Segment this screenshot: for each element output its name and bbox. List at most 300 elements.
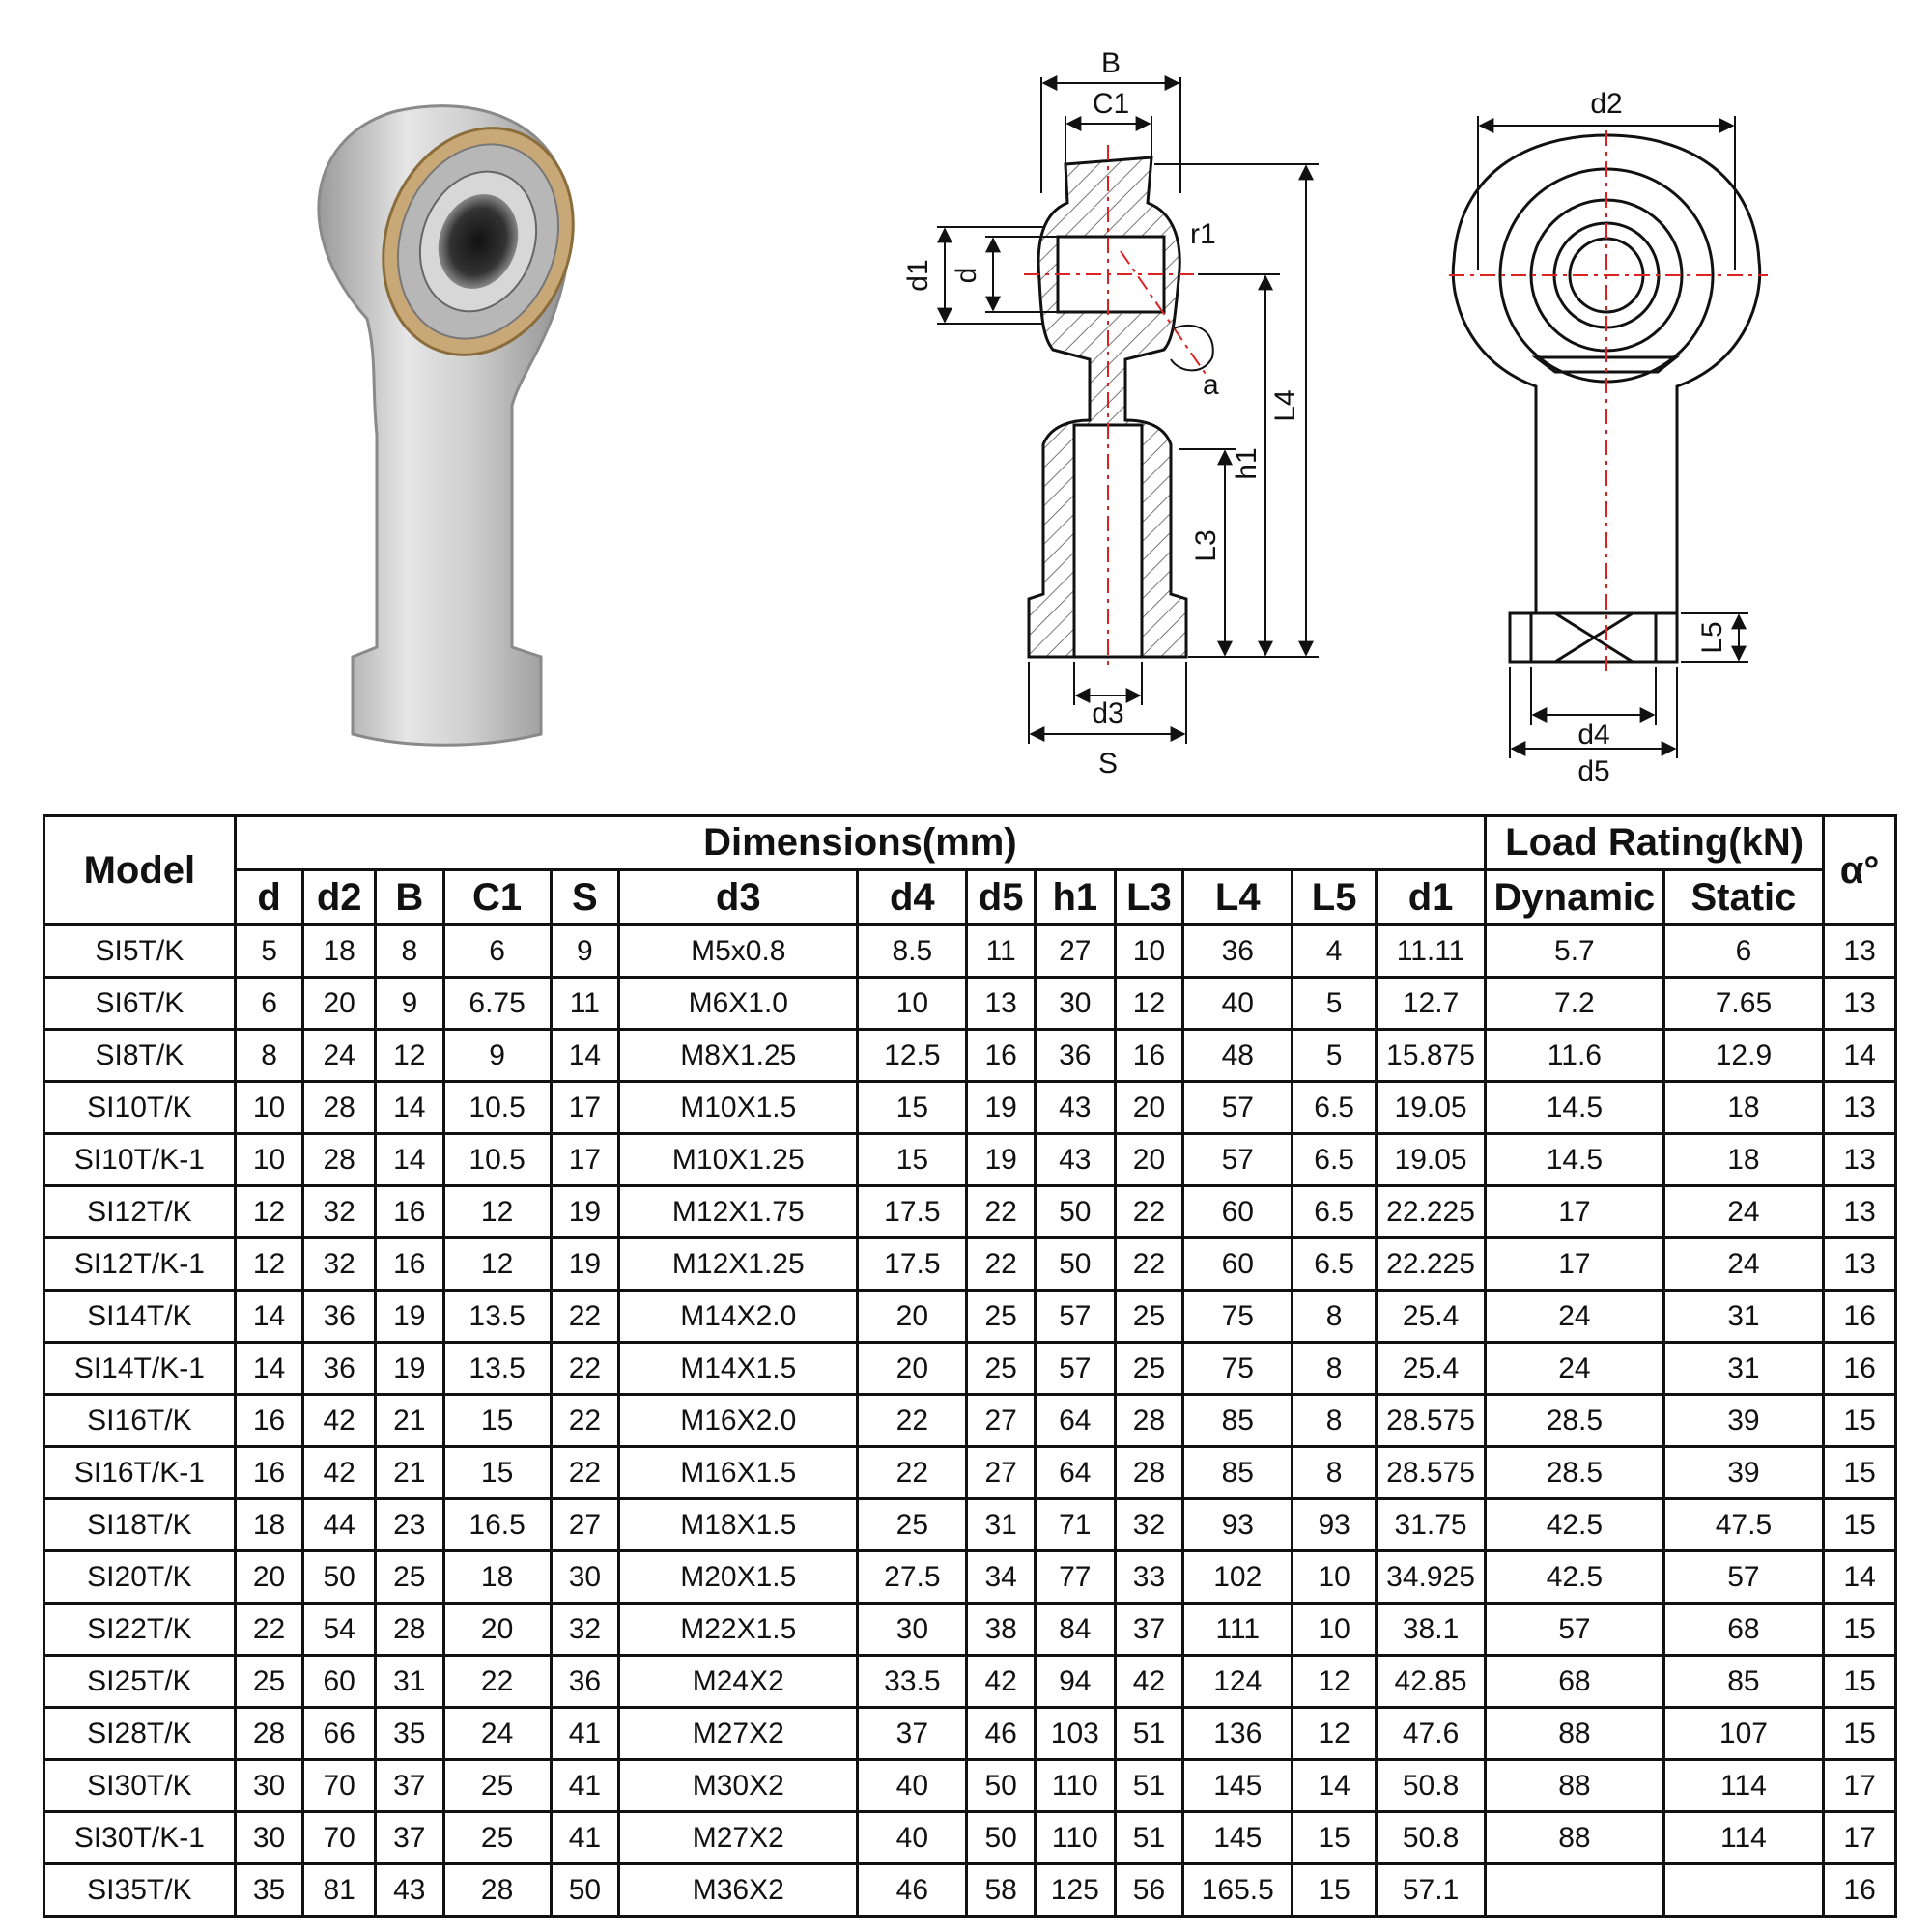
table-cell: 84 — [1035, 1604, 1115, 1656]
table-cell: 27.5 — [858, 1551, 967, 1604]
table-cell: 18 — [443, 1551, 551, 1604]
column-header: d3 — [619, 870, 858, 925]
table-cell: 36 — [303, 1291, 376, 1343]
table-cell: 15 — [1824, 1656, 1896, 1708]
table-cell: 13 — [1824, 1082, 1896, 1134]
label-L3: L3 — [1190, 529, 1222, 562]
table-cell: 24 — [1486, 1291, 1664, 1343]
column-header: d5 — [967, 870, 1036, 925]
product-figure — [0, 0, 1932, 811]
table-cell: 8 — [376, 925, 444, 978]
table-cell: 114 — [1663, 1760, 1823, 1812]
table-cell: 44 — [303, 1499, 376, 1551]
model-cell: SI35T/K — [44, 1864, 236, 1917]
table-cell: 14 — [235, 1343, 303, 1395]
table-cell: 50 — [1035, 1186, 1115, 1238]
table-cell: 13.5 — [443, 1343, 551, 1395]
table-cell: 20 — [235, 1551, 303, 1604]
table-cell: 28.5 — [1486, 1447, 1664, 1499]
table-cell: 50.8 — [1377, 1760, 1486, 1812]
column-header-row — [44, 870, 1896, 925]
table-cell: 17 — [1824, 1760, 1896, 1812]
table-cell: 25 — [443, 1812, 551, 1864]
table-cell: 13 — [1824, 1238, 1896, 1291]
table-cell: 7.65 — [1663, 978, 1823, 1030]
table-cell: 20 — [858, 1291, 967, 1343]
label-C1: C1 — [1092, 88, 1130, 120]
column-header: d4 — [858, 870, 967, 925]
table-cell: 31 — [967, 1499, 1036, 1551]
table-cell: 30 — [858, 1604, 967, 1656]
table-cell: 77 — [1035, 1551, 1115, 1604]
table-cell: 30 — [235, 1760, 303, 1812]
table-cell: 22 — [551, 1291, 619, 1343]
table-cell: 165.5 — [1183, 1864, 1293, 1917]
model-cell: SI16T/K — [44, 1395, 236, 1447]
table-row — [44, 978, 1896, 1030]
table-cell: 31 — [1663, 1343, 1823, 1395]
table-cell: 28 — [1115, 1395, 1183, 1447]
column-header: L3 — [1115, 870, 1183, 925]
table-cell: 30 — [235, 1812, 303, 1864]
table-cell: 12 — [443, 1238, 551, 1291]
table-cell: M27X2 — [619, 1812, 858, 1864]
table-cell: 85 — [1663, 1656, 1823, 1708]
table-cell: 42 — [1115, 1656, 1183, 1708]
table-cell: 25 — [858, 1499, 967, 1551]
table-cell: M10X1.5 — [619, 1082, 858, 1134]
table-cell: 15 — [443, 1395, 551, 1447]
table-cell: 22.225 — [1377, 1186, 1486, 1238]
table-cell: 14 — [1824, 1551, 1896, 1604]
table-cell: 14 — [551, 1030, 619, 1082]
table-cell: M27X2 — [619, 1708, 858, 1760]
table-cell: 19 — [376, 1343, 444, 1395]
table-cell: 17 — [1486, 1238, 1664, 1291]
table-cell: 111 — [1183, 1604, 1293, 1656]
table-cell: 22 — [967, 1238, 1036, 1291]
table-cell: 10 — [1115, 925, 1183, 978]
table-cell: M8X1.25 — [619, 1030, 858, 1082]
table-cell: 57 — [1035, 1291, 1115, 1343]
table-cell: 13.5 — [443, 1291, 551, 1343]
table-cell: 15 — [1293, 1864, 1377, 1917]
table-cell: 34 — [967, 1551, 1036, 1604]
table-cell: 17 — [551, 1082, 619, 1134]
table-cell: 33.5 — [858, 1656, 967, 1708]
table-cell: 21 — [376, 1395, 444, 1447]
model-cell: SI22T/K — [44, 1604, 236, 1656]
table-cell: 43 — [376, 1864, 444, 1917]
table-cell: 12.5 — [858, 1030, 967, 1082]
table-cell: 88 — [1486, 1760, 1664, 1812]
table-cell: 6.75 — [443, 978, 551, 1030]
table-cell: M36X2 — [619, 1864, 858, 1917]
table-cell: 20 — [1115, 1082, 1183, 1134]
table-cell: 6.5 — [1293, 1082, 1377, 1134]
table-cell: 15 — [858, 1082, 967, 1134]
column-header: h1 — [1035, 870, 1115, 925]
table-cell: M14X1.5 — [619, 1343, 858, 1395]
table-cell: 28 — [443, 1864, 551, 1917]
table-cell: 125 — [1035, 1864, 1115, 1917]
table-cell: 16 — [1115, 1030, 1183, 1082]
table-cell: 11.6 — [1486, 1030, 1664, 1082]
table-cell: 13 — [1824, 1134, 1896, 1186]
table-cell: M12X1.75 — [619, 1186, 858, 1238]
table-cell: 19 — [967, 1082, 1036, 1134]
table-cell: 28.5 — [1486, 1395, 1664, 1447]
table-cell: 12 — [235, 1238, 303, 1291]
table-cell: 50 — [551, 1864, 619, 1917]
label-d3: d3 — [1092, 697, 1124, 729]
table-cell: 31.75 — [1377, 1499, 1486, 1551]
table-cell: 17.5 — [858, 1238, 967, 1291]
table-cell: 27 — [1035, 925, 1115, 978]
table-cell: 16 — [1824, 1291, 1896, 1343]
table-cell: 25.4 — [1377, 1291, 1486, 1343]
table-cell: 25 — [235, 1656, 303, 1708]
table-cell: 14 — [1824, 1030, 1896, 1082]
table-cell: M30X2 — [619, 1760, 858, 1812]
table-cell: 22 — [858, 1395, 967, 1447]
table-cell: 36 — [1183, 925, 1293, 978]
table-row — [44, 1864, 1896, 1917]
table-cell: 16.5 — [443, 1499, 551, 1551]
label-a: a — [1203, 369, 1219, 401]
table-cell: 24 — [1486, 1343, 1664, 1395]
table-cell: 31 — [1663, 1291, 1823, 1343]
specification-table — [43, 814, 1897, 1918]
table-row — [44, 1343, 1896, 1395]
label-S: S — [1097, 748, 1119, 780]
table-cell: 37 — [376, 1760, 444, 1812]
table-cell: 20 — [858, 1343, 967, 1395]
table-cell: 23 — [376, 1499, 444, 1551]
table-cell: 10.5 — [443, 1134, 551, 1186]
table-cell: 12 — [235, 1186, 303, 1238]
table-cell: 41 — [551, 1708, 619, 1760]
table-cell: 57 — [1035, 1343, 1115, 1395]
table-cell: 56 — [1115, 1864, 1183, 1917]
table-cell: 70 — [303, 1760, 376, 1812]
model-cell: SI5T/K — [44, 925, 236, 978]
table-cell: 75 — [1183, 1343, 1293, 1395]
table-cell: 50 — [303, 1551, 376, 1604]
table-row — [44, 1395, 1896, 1447]
table-cell: 12.9 — [1663, 1030, 1823, 1082]
table-cell: 10 — [1293, 1551, 1377, 1604]
table-cell: 32 — [1115, 1499, 1183, 1551]
table-cell: 47.5 — [1663, 1499, 1823, 1551]
table-cell: 75 — [1183, 1291, 1293, 1343]
model-header: Model — [44, 816, 236, 925]
table-cell: 6 — [1663, 925, 1823, 978]
table-row — [44, 1551, 1896, 1604]
table-cell: 51 — [1115, 1760, 1183, 1812]
table-cell: 28 — [376, 1604, 444, 1656]
model-cell: SI10T/K-1 — [44, 1134, 236, 1186]
table-cell: 15 — [858, 1134, 967, 1186]
table-cell: 145 — [1183, 1760, 1293, 1812]
load-rating-header: Load Rating(kN) — [1486, 816, 1824, 870]
table-cell: 15 — [1293, 1812, 1377, 1864]
column-header: L4 — [1183, 870, 1293, 925]
table-cell: 14 — [1293, 1760, 1377, 1812]
table-cell: 36 — [303, 1343, 376, 1395]
table-cell: 51 — [1115, 1812, 1183, 1864]
label-d4: d4 — [1577, 719, 1610, 751]
table-cell: 36 — [1035, 1030, 1115, 1082]
model-cell: SI10T/K — [44, 1082, 236, 1134]
table-cell: 5 — [1293, 978, 1377, 1030]
table-cell: 20 — [443, 1604, 551, 1656]
table-cell: 22 — [551, 1343, 619, 1395]
table-cell: 10 — [235, 1082, 303, 1134]
table-cell: 50 — [967, 1812, 1036, 1864]
table-cell: 81 — [303, 1864, 376, 1917]
table-cell: 68 — [1663, 1604, 1823, 1656]
model-cell: SI20T/K — [44, 1551, 236, 1604]
table-cell: 46 — [858, 1864, 967, 1917]
table-cell: 10 — [858, 978, 967, 1030]
table-cell: 9 — [376, 978, 444, 1030]
table-cell: 34.925 — [1377, 1551, 1486, 1604]
table-cell: 31 — [376, 1656, 444, 1708]
label-d5: d5 — [1577, 755, 1610, 787]
table-cell: 54 — [303, 1604, 376, 1656]
table-cell: 64 — [1035, 1395, 1115, 1447]
table-cell: 33 — [1115, 1551, 1183, 1604]
table-row — [44, 1760, 1896, 1812]
table-cell: 40 — [858, 1760, 967, 1812]
table-cell: 35 — [376, 1708, 444, 1760]
table-cell: 48 — [1183, 1030, 1293, 1082]
table-cell: 22 — [1115, 1238, 1183, 1291]
table-cell: 39 — [1663, 1395, 1823, 1447]
column-header: Dynamic — [1486, 870, 1664, 925]
table-cell: 94 — [1035, 1656, 1115, 1708]
table-cell: 35 — [235, 1864, 303, 1917]
table-cell: M10X1.25 — [619, 1134, 858, 1186]
table-cell: 43 — [1035, 1134, 1115, 1186]
table-cell: 30 — [551, 1551, 619, 1604]
table-cell: 17 — [1486, 1186, 1664, 1238]
table-cell: 14 — [376, 1082, 444, 1134]
table-cell: 114 — [1663, 1812, 1823, 1864]
table-cell: 71 — [1035, 1499, 1115, 1551]
table-cell: 12 — [1293, 1708, 1377, 1760]
model-cell: SI14T/K-1 — [44, 1343, 236, 1395]
table-cell: 25 — [443, 1760, 551, 1812]
table-cell: 6.5 — [1293, 1186, 1377, 1238]
table-cell: 27 — [551, 1499, 619, 1551]
column-header: d — [235, 870, 303, 925]
table-cell: 22 — [235, 1604, 303, 1656]
table-cell: M18X1.5 — [619, 1499, 858, 1551]
table-cell: 57 — [1663, 1551, 1823, 1604]
table-cell: 32 — [303, 1186, 376, 1238]
table-cell: 8 — [235, 1030, 303, 1082]
table-cell: 18 — [235, 1499, 303, 1551]
table-cell: 110 — [1035, 1760, 1115, 1812]
table-cell: 25 — [376, 1551, 444, 1604]
table-cell: 42.5 — [1486, 1551, 1664, 1604]
table-cell: 10.5 — [443, 1082, 551, 1134]
table-cell: 17 — [551, 1134, 619, 1186]
table-cell: 145 — [1183, 1812, 1293, 1864]
label-L4: L4 — [1269, 389, 1301, 422]
table-cell: 60 — [1183, 1238, 1293, 1291]
table-cell: 57 — [1183, 1134, 1293, 1186]
table-cell: M6X1.0 — [619, 978, 858, 1030]
label-B: B — [1100, 47, 1122, 79]
table-row — [44, 1134, 1896, 1186]
column-header: S — [551, 870, 619, 925]
table-cell: 20 — [303, 978, 376, 1030]
table-cell: 15 — [1824, 1604, 1896, 1656]
table-row — [44, 1499, 1896, 1551]
table-cell: 25 — [1115, 1291, 1183, 1343]
table-cell: 12 — [376, 1030, 444, 1082]
model-cell: SI25T/K — [44, 1656, 236, 1708]
table-cell: 19.05 — [1377, 1134, 1486, 1186]
table-row — [44, 1604, 1896, 1656]
table-cell: 14 — [376, 1134, 444, 1186]
label-r1: r1 — [1190, 218, 1216, 250]
table-cell: 32 — [303, 1238, 376, 1291]
table-cell: 11 — [551, 978, 619, 1030]
table-row — [44, 1030, 1896, 1082]
table-cell: 110 — [1035, 1812, 1115, 1864]
table-cell: 28 — [1115, 1447, 1183, 1499]
table-cell: 14.5 — [1486, 1082, 1664, 1134]
table-cell: 12 — [1293, 1656, 1377, 1708]
table-cell: M16X2.0 — [619, 1395, 858, 1447]
table-cell: M16X1.5 — [619, 1447, 858, 1499]
table-cell: 28.575 — [1377, 1447, 1486, 1499]
table-cell: 10 — [235, 1134, 303, 1186]
model-cell: SI12T/K — [44, 1186, 236, 1238]
table-cell: 18 — [303, 925, 376, 978]
table-cell: 19 — [551, 1186, 619, 1238]
model-cell: SI8T/K — [44, 1030, 236, 1082]
table-cell: 12 — [443, 1186, 551, 1238]
table-cell: 8 — [1293, 1343, 1377, 1395]
table-cell: 5 — [235, 925, 303, 978]
table-row — [44, 1291, 1896, 1343]
table-cell: 8 — [1293, 1291, 1377, 1343]
table-cell: 12 — [1115, 978, 1183, 1030]
table-cell: M5x0.8 — [619, 925, 858, 978]
table-cell: 37 — [376, 1812, 444, 1864]
table-cell: 47.6 — [1377, 1708, 1486, 1760]
table-cell: 27 — [967, 1395, 1036, 1447]
table-cell: 24 — [1663, 1238, 1823, 1291]
table-cell: 50 — [967, 1760, 1036, 1812]
table-cell: 22 — [1115, 1186, 1183, 1238]
table-cell: 32 — [551, 1604, 619, 1656]
table-cell: 5 — [1293, 1030, 1377, 1082]
column-header: d2 — [303, 870, 376, 925]
label-h1: h1 — [1231, 447, 1263, 480]
table-cell: 38.1 — [1377, 1604, 1486, 1656]
table-cell: 57.1 — [1377, 1864, 1486, 1917]
column-header: d1 — [1377, 870, 1486, 925]
model-cell: SI30T/K-1 — [44, 1812, 236, 1864]
table-cell: 9 — [551, 925, 619, 978]
table-cell: 24 — [303, 1030, 376, 1082]
model-cell: SI28T/K — [44, 1708, 236, 1760]
table-cell: 57 — [1183, 1082, 1293, 1134]
table-cell: 6 — [443, 925, 551, 978]
table-cell: 136 — [1183, 1708, 1293, 1760]
table-cell: M12X1.25 — [619, 1238, 858, 1291]
table-cell: 28 — [235, 1708, 303, 1760]
column-header: B — [376, 870, 444, 925]
table-cell: 19 — [967, 1134, 1036, 1186]
table-cell: 39 — [1663, 1447, 1823, 1499]
table-cell: 18 — [1663, 1134, 1823, 1186]
table-cell: 70 — [303, 1812, 376, 1864]
table-cell: 36 — [551, 1656, 619, 1708]
table-cell: 60 — [303, 1656, 376, 1708]
table-cell: 50 — [1035, 1238, 1115, 1291]
table-cell: 24 — [443, 1708, 551, 1760]
table-cell: 15 — [1824, 1395, 1896, 1447]
table-cell: 51 — [1115, 1708, 1183, 1760]
table-cell: 50.8 — [1377, 1812, 1486, 1864]
table-cell: 42 — [967, 1656, 1036, 1708]
table-row — [44, 1708, 1896, 1760]
table-cell: 43 — [1035, 1082, 1115, 1134]
table-cell: 22 — [551, 1395, 619, 1447]
table-cell: 6 — [235, 978, 303, 1030]
table-cell: 102 — [1183, 1551, 1293, 1604]
model-cell: SI12T/K-1 — [44, 1238, 236, 1291]
table-cell: 15.875 — [1377, 1030, 1486, 1082]
table-cell: 107 — [1663, 1708, 1823, 1760]
table-cell: 9 — [443, 1030, 551, 1082]
table-cell: 13 — [1824, 1186, 1896, 1238]
table-cell: 20 — [1115, 1134, 1183, 1186]
table-cell: 8.5 — [858, 925, 967, 978]
table-cell: 13 — [1824, 978, 1896, 1030]
table-cell: 25 — [967, 1291, 1036, 1343]
column-header: C1 — [443, 870, 551, 925]
table-cell: 42 — [303, 1395, 376, 1447]
label-d1: d1 — [902, 259, 934, 292]
table-cell: 25 — [1115, 1343, 1183, 1395]
column-header: L5 — [1293, 870, 1377, 925]
table-row — [44, 1238, 1896, 1291]
table-cell: 15 — [443, 1447, 551, 1499]
table-cell: 6.5 — [1293, 1238, 1377, 1291]
table-cell: 24 — [1663, 1186, 1823, 1238]
table-cell: 6.5 — [1293, 1134, 1377, 1186]
table-cell: 28.575 — [1377, 1395, 1486, 1447]
table-cell: 85 — [1183, 1395, 1293, 1447]
table-cell: 124 — [1183, 1656, 1293, 1708]
table-cell: 28 — [303, 1082, 376, 1134]
label-d2: d2 — [1590, 88, 1623, 120]
table-cell: 64 — [1035, 1447, 1115, 1499]
table-cell: 41 — [551, 1760, 619, 1812]
table-cell: 27 — [967, 1447, 1036, 1499]
table-cell: 16 — [967, 1030, 1036, 1082]
table-cell: 8 — [1293, 1447, 1377, 1499]
table-body — [44, 925, 1896, 1917]
